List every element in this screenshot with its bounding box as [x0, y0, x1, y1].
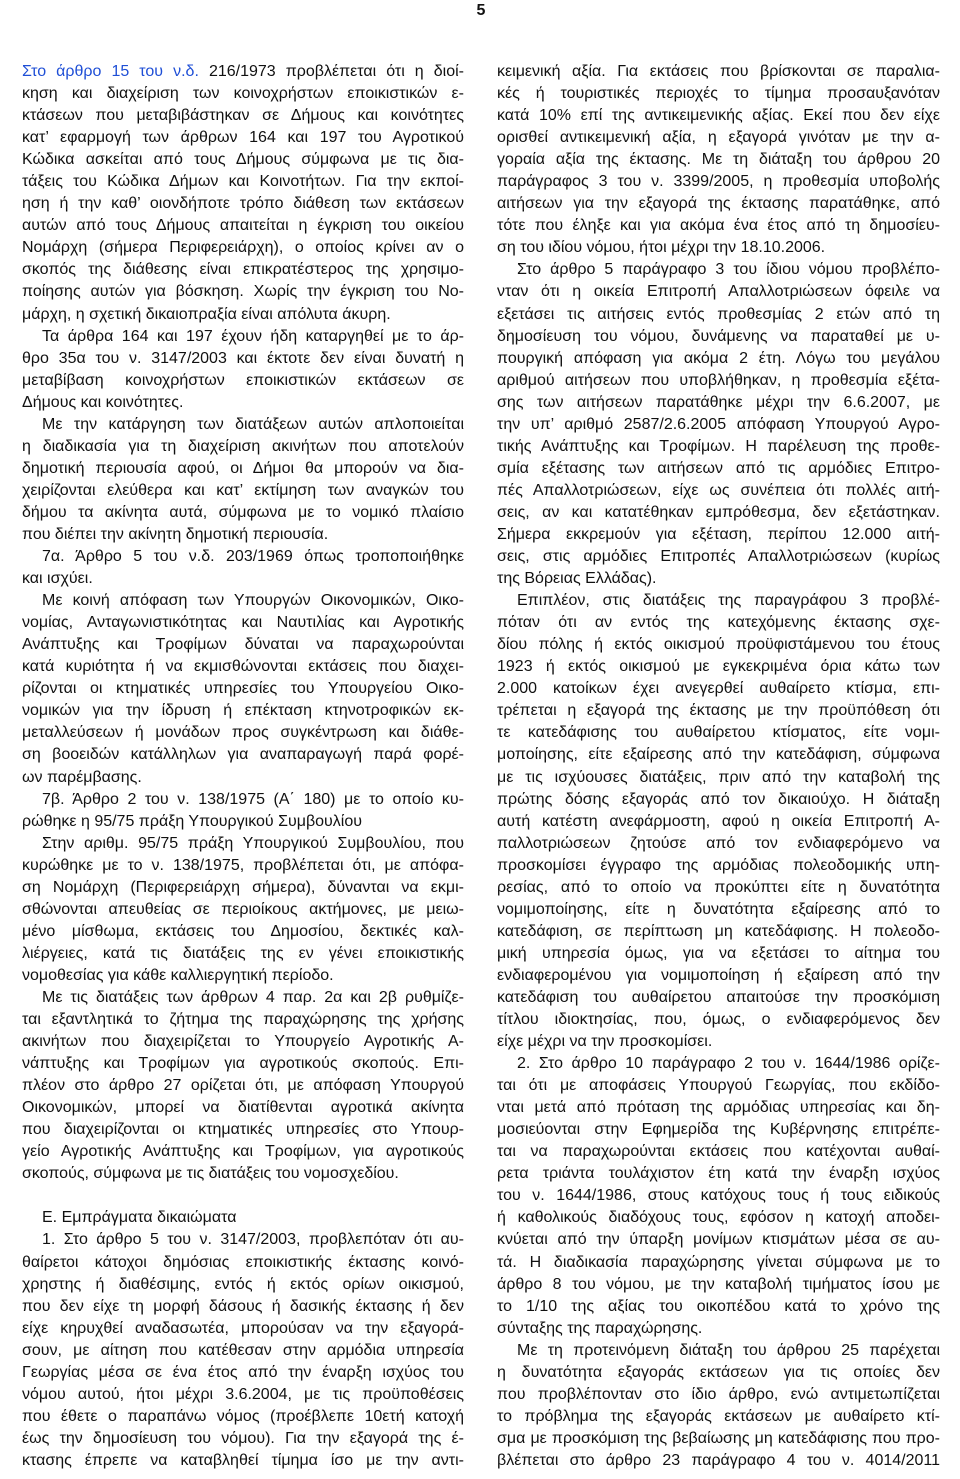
text-line: Γεωργίας μέσα σε ένα έτος από την έναρξη ισχύος του — [22, 1363, 464, 1381]
text-line: 1923 ή εκτός οικισμού με εγκεκριμένα όρια κάτω των — [497, 658, 940, 676]
text-line: μεταβίβαση κοινοχρήστων εποικιστικών εκτάσεων σε — [22, 371, 464, 389]
text-line: πλέον στο άρθρο 27 ορίζεται ότι, με απόφαση Υπουργού — [22, 1077, 464, 1095]
text-line: ορισθεί αντικειμενική αξία, η εξαγορά γινόταν με την α- — [497, 129, 940, 147]
text-line: ση βοοειδών κατάλληλων για αναπαραγωγή παρά φορέ- — [22, 746, 464, 764]
text-line: ρίζονται οι κτηματικές υπηρεσίες του Υπουργείου Οικο- — [22, 680, 464, 698]
text-line: πές Απαλλοτριώσεων, είχε ως συνέπεια ότι πολλές αιτή- — [497, 481, 940, 499]
text-line: που έθετε ο παραπάνω νόμος (προέβλεπε 10ετή κατοχή — [22, 1407, 464, 1425]
text-line: σμία εξέτασης των αιτήσεων από τις αρμόδιες Επιτρο- — [497, 459, 940, 477]
text-line: χειρίζονται ελεύθερα και κατ’ εκτίμηση των αναγκών του — [22, 481, 464, 499]
text-line: που διέπει την ακίνητη δημοτική περιουσία. — [22, 525, 329, 543]
text-line: άρθρο 8 του νόμου, με την καταβολή τιμήματος ίσου με — [497, 1275, 940, 1293]
text-line: νται μετά από πρόταση της αρμόδιας υπηρεσίας και δη- — [497, 1099, 940, 1117]
text-line: Νομάρχη (σήμερα Περιφερειάρχη), ο οποίος κρίνει αν ο — [22, 239, 464, 257]
text-line: ρεσίας, από το οποίο να προκύπτει είτε η δυνατότητα — [497, 878, 940, 896]
text-line: σεις, αν και κατατέθηκαν εμπρόθεσμα, δεν εξετάστηκαν. — [497, 503, 940, 521]
text-line: τάξεις του Κώδικα Δήμων και Κοινοτήτων. Για την εκποί- — [22, 173, 464, 191]
text-line: τίτλου ιδιοκτησίας, που, όμως, ο ενδιαφερόμενος δεν — [497, 1011, 940, 1029]
text-line: σουν, με αίτηση που κατέθεσαν στην αρμόδια υπηρεσία — [22, 1341, 464, 1359]
text-line: ση του ιδίου νόμου, ήτοι μέχρι την 18.10.2006. — [497, 239, 826, 257]
text-line: δίου πόλης ή εκτός οικισμού προϋφιστάμενου του έτους — [497, 636, 940, 654]
text-line: ηση ή την καθ’ οιονδήποτε τρόπο διάθεση των εκτάσεων — [22, 195, 464, 213]
text-line: κατεδάφιση του αυθαίρετου απαιτούσε την προσκόμιση — [497, 988, 940, 1006]
text-line: κυρώθηκε με το ν. 138/1975, προβλέπεται ότι, με απόφα- — [22, 856, 464, 874]
text-line: κειμενική αξία. Για εκτάσεις που βρίσκονται σε παραλια- — [497, 63, 940, 80]
text-line: σκοπός της διάθεσης είναι επικρατέστερος της χρησιμο- — [22, 261, 464, 279]
text-line: σης των αιτήσεων παρατάθηκε μέχρι την 6.6.2007, με — [497, 393, 940, 411]
text-line: και ισχύει. — [22, 570, 93, 588]
text-line: θρο 35α του ν. 3147/2003 και έκτοτε δεν είναι δυνατή η — [22, 349, 464, 367]
text-line: δημοσίευση του νόμου, δυνάμενης να παραταθεί με υ- — [497, 327, 940, 345]
text-line: ή καθολικούς διαδόχους τους, εφόσον η κατοχή αποδει- — [497, 1209, 940, 1227]
text-line: Στο άρθρο 15 του ν.δ. 216/1973 προβλέπεται ότι η διοί- — [22, 63, 464, 80]
text-line: παράγραφος 3 του ν. 3399/2005, η προθεσμία υποβολής — [497, 173, 940, 191]
text-line: σκοπούς, σύμφωνα με τις διατάξεις του νομοσχεδίου. — [22, 1165, 399, 1183]
text-line: νόμου αυτού, ήτοι μέχρι 3.6.2004, με τις προϋποθέσεις — [22, 1385, 464, 1403]
text-line: προσκομίσει έγγραφο της αρμόδιας πολεοδομικής υπη- — [497, 856, 940, 874]
text-line: τρέπεται η εξαγορά της έκτασης με την προϋπόθεση ότι — [497, 702, 940, 720]
text-line: ται να παραχωρούνται εκτάσεις που κατέχονται αυθαί- — [497, 1143, 940, 1161]
text-line: σθώνονται απευθείας σε περιοίκους ακτήμονες, με μειω- — [22, 900, 464, 918]
text-line: βλέπεται στο άρθρο 23 παράγραφο 4 του ν. 4014/2011 — [497, 1451, 940, 1469]
text-line: πουργική απόφαση για ακόμα 2 έτη. Λόγω του μεγάλου — [497, 349, 940, 367]
text-line: νομοθεσίας για κάθε καλλιεργητική περίοδο. — [22, 966, 334, 984]
text-line: ων παρέμβασης. — [22, 768, 142, 786]
text-line: ση Νομάρχη (Περιφερειάρχη σήμερα), δύνανται να εκμι- — [22, 878, 464, 896]
text-line: μεταλλεύσεων ή μονάδων προς συγκέντρωση και διάθε- — [22, 724, 464, 742]
text-line: δήμου τα ακίνητα αυτά, σύμφωνα με το νομικό πλαίσιο — [22, 503, 464, 521]
text-line: νομιμοποίησης, είτε η δυνατότητα εξαίρεσης από το — [497, 900, 940, 918]
text-line: με τις ισχύουσες διατάξεις, πριν από την καταβολή της — [497, 768, 940, 786]
text-line: σμα με προσκόμιση της βεβαίωσης μη κατεδάφισης που προ- — [497, 1429, 940, 1447]
text-line: νάπτυξης και Τροφίμων για αγροτικούς σκοπούς. Επι- — [22, 1055, 464, 1073]
text-line: Με τη προτεινόμενη διάταξη του άρθρου 25 παρέχεται — [517, 1341, 940, 1359]
text-line: γοραία αξία της έκτασης. Με τη διάταξη του άρθρου 20 — [497, 151, 940, 169]
text-line: κατά κυριότητα ή να εκμισθώνονται εκτάσεις που διαχει- — [22, 658, 464, 676]
text-line: Δήμους και κοινότητες. — [22, 393, 184, 411]
text-line: Τα άρθρα 164 και 197 έχουν ήδη καταργηθεί με το άρ- — [42, 327, 464, 345]
text-line: κές ή τουριστικές περιοχές το τίμημα προσαυξανόταν — [497, 85, 940, 103]
text-line: μοποίησης, είτε εξαίρεσης από την κατεδάφιση, σύμφωνα — [497, 746, 940, 764]
text-line: αιτήσεων για την εξαγορά της έκτασης παρατάθηκε, από — [497, 195, 940, 213]
text-line: νομίας, Ανταγωνιστικότητας και Ναυτιλίας και Αγροτικής — [22, 614, 464, 632]
text-line: που διαχειρίζονται οι κτηματικές υπηρεσίες στο Υπουρ- — [22, 1121, 464, 1139]
text-line: νομικών για την ίδρυση ή επέκταση κτηνοτροφικών εκ- — [22, 702, 464, 720]
text-line: ρετα τριάντα τουλάχιστον έτη κατά την έναρξη ισχύος — [497, 1165, 940, 1183]
text-line: νταν ότι η οικεία Επιτροπή Απαλλοτριώσεων όφειλε να — [497, 283, 940, 301]
text-line: Στο άρθρο 5 παράγραφο 3 του ίδιου νόμου προβλέπο- — [517, 261, 940, 279]
text-line: γείο Αγροτικής Ανάπτυξης και Τροφίμων, για αγροτικούς — [22, 1143, 464, 1161]
text-line: έως την δημοσίευση του νόμου). Για την εξαγορά της έ- — [22, 1429, 464, 1447]
text-line: 2. Στο άρθρο 10 παράγραφο 2 του ν. 1644/1986 ορίζε- — [517, 1055, 940, 1073]
text-line: σεις, στις αρμόδιες Επιτροπές Απαλλοτριώσεων (κυρίως — [497, 548, 940, 566]
text-line: σύνταξης της παραχώρησης. — [497, 1319, 703, 1337]
text-line: πόταν ότι αν εντός της κατεχόμενης έκτασης σχε- — [497, 614, 940, 632]
text-line: ται ότι με αποφάσεις Υπουργού Γεωργίας, που εκδίδο- — [497, 1077, 940, 1095]
text-line: κατ’ εφαρμογή των άρθρων 164 και 197 του Αγροτικού — [22, 129, 464, 147]
text-line: της Βόρειας Ελλάδας). — [497, 570, 657, 588]
text-line: είχε κηρυχθεί αναδασωτέα, μπορούσαν να την εξαγορά- — [22, 1319, 464, 1337]
text-line: 1. Στο άρθρο 5 του ν. 3147/2003, προβλεπόταν ότι αυ- — [42, 1231, 464, 1249]
left-column — [22, 61, 464, 1472]
text-line: κατεδάφιση, σε περίπτωση μη κατεδάφισης. Η πολεοδο- — [497, 922, 940, 940]
text-line: Σήμερα εκκρεμούν για εξέταση, περίπου 12.000 αιτή- — [497, 525, 940, 543]
text-line: Κώδικα ασκείται από τους Δήμους σύμφωνα με τις δια- — [22, 151, 464, 169]
text-line: χρηστης ή διαθέσιμης, εντός ή εκτός ορίων οικισμού, — [22, 1275, 464, 1293]
text-line: ρώθηκε η 95/75 πράξη Υπουργικού Συμβουλίου — [22, 812, 363, 830]
text-line: μάρχη, η σχετική δικαιοπραξία είναι απόλυτα άκυρη. — [22, 305, 391, 323]
section-heading: Ε. Εμπράγματα δικαιώματα — [42, 1209, 237, 1227]
text-line: κνύεται από την ύπαρξη μονίμων κτισμάτων μέσα σε αυ- — [497, 1231, 940, 1249]
text-line: το πρόβλημα της εξαγοράς εκτάσεων με αυθαίρετο κτί- — [497, 1407, 940, 1425]
text-line: Ανάπτυξης και Τροφίμων δύναται να παραχωρούνται — [22, 636, 464, 654]
section-heading: 7β. Άρθρο 2 του ν. 138/1975 (Α΄ 180) με το οποίο κυ- — [42, 790, 464, 808]
text-line: ενδιαφερομένου για νομιμοποίηση ή εξαίρεση από την — [497, 966, 940, 984]
text-line: η δυνατότητα εξαγοράς εκτάσεων για τις οποίες δεν — [497, 1363, 940, 1381]
text-line: ακινήτων που διαχειρίζεται το Υπουργείο Αγροτικής Α- — [22, 1033, 464, 1051]
text-line: αριθμού αιτήσεων που υποβλήθηκαν, η προθεσμία εξέτα- — [497, 371, 940, 389]
text-line: παλλοτριώσεων ζητούσε από τον ενδιαφερόμενο να — [497, 834, 940, 852]
text-line: Επιπλέον, στις διατάξεις της παραγράφου 3 προβλέ- — [517, 592, 940, 610]
text-line: που προβλέπονταν στο ίδιο άρθρο, ενώ αντιμετωπίζεται — [497, 1385, 940, 1403]
right-column — [497, 61, 940, 1472]
section-heading: 7α. Άρθρο 5 του ν.δ. 203/1969 όπως τροποποιήθηκε — [42, 548, 464, 566]
text-line: Στην αριθμ. 95/75 πράξη Υπουργικού Συμβουλίου, που — [42, 834, 464, 852]
text-line: τε κατεδάφισης του αυθαίρετου κτίσματος, είτε νομι- — [497, 724, 940, 742]
text-line: λιέργειες, κατά τις διατάξεις της εν γένει εποικιστικής — [22, 944, 464, 962]
text-line: μική υπηρεσία όμως, για να εξετάσει το αίτημα του — [497, 944, 940, 962]
text-line: του ν. 1644/1986, στους κατόχους τους ή τους ειδικούς — [497, 1187, 940, 1205]
text-line: Με την κατάργηση των διατάξεων αυτών απλοποιείται — [42, 415, 464, 433]
text-line: εξετάσει τις αιτήσεις εντός προθεσμίας 2 ετών από τη — [497, 305, 940, 323]
text-line: θαίρετοι κάτοχοι δημόσιας εποικιστικής έκτασης κοινό- — [22, 1253, 464, 1271]
text-line: αυτή κατέστη ανεφάρμοστη, αφού η οικεία Επιτροπή Α- — [497, 812, 940, 830]
text-line: κατά 10% επί της αντικειμενικής αξίας. Εκεί που δεν είχε — [497, 107, 940, 125]
text-line: μένο μίσθωμα, εκτάσεις του Δημοσίου, δεκτικές καλ- — [22, 922, 464, 940]
text-line: ποίησης αυτών για βόσκηση. Χωρίς την έγκριση του Νο- — [22, 283, 464, 301]
text-line: που δεν είχε τη μορφή δάσους ή δασικής έκτασης ή δεν — [22, 1297, 464, 1315]
text-line: ται εξαντλητικά το ζήτημα της παραχώρησης της χρήσης — [22, 1011, 464, 1029]
text-line: τά. Η διαδικασία παραχώρησης γίνεται σύμφωνα με το — [497, 1253, 940, 1271]
text-line: τότε που έληξε και για ακόμα ένα έτος από τη δημοσίευ- — [497, 217, 940, 235]
text-line: 2.000 κατοίκων έχει ανεγερθεί αυθαίρετο κτίσμα, επι- — [497, 680, 940, 698]
blank-line — [22, 1185, 464, 1207]
text-line: πρώτης δόσης εξαγοράς από τον δικαιούχο. Η διάταξη — [497, 790, 940, 808]
page-number: 5 — [476, 2, 486, 19]
text-line: η διαδικασία για τη διαχείριση ακινήτων που αποτελούν — [22, 437, 464, 455]
text-line: δημοτική περιουσία αφού, οι Δήμοι θα μπορούν να δια- — [22, 459, 464, 477]
text-line: το 1/10 της αξίας του οικοπέδου κατά το χρόνο της — [497, 1297, 940, 1315]
text-line: κηση και διαχείριση των κοινοχρήστων εποικιστικών ε- — [22, 85, 464, 103]
text-line: την υπ’ αριθμό 2587/2.6.2005 απόφαση Υπουργού Αγρο- — [497, 415, 940, 433]
text-line: είχε μέχρι να την προσκομίσει. — [497, 1033, 713, 1051]
text-line: κτασης έπρεπε να καταβληθεί τίμημα ίσο με την αντι- — [22, 1451, 464, 1469]
text-line: μοσιεύονται στην Εφημερίδα της Κυβέρνησης επιτρέπε- — [497, 1121, 940, 1139]
text-line: αυτών από τους Δήμους απαιτείται η έγκριση του οικείου — [22, 217, 464, 235]
text-line: Οικονομικών, μπορεί να διατίθενται αγροτικά ακίνητα — [22, 1099, 464, 1117]
text-line: Με κοινή απόφαση των Υπουργών Οικονομικών, Οικο- — [42, 592, 464, 610]
text-line: τικής Ανάπτυξης και Τροφίμων. Η παρέλευση της προθε- — [497, 437, 940, 455]
highlighted-reference: Στο άρθρο 15 του ν.δ. — [22, 63, 199, 80]
text-line: Με τις διατάξεις των άρθρων 4 παρ. 2α και 2β ρυθμίζε- — [42, 988, 464, 1006]
text-line: κτάσεων που μεταβιβάστηκαν σε Δήμους και κοινότητες — [22, 107, 464, 125]
